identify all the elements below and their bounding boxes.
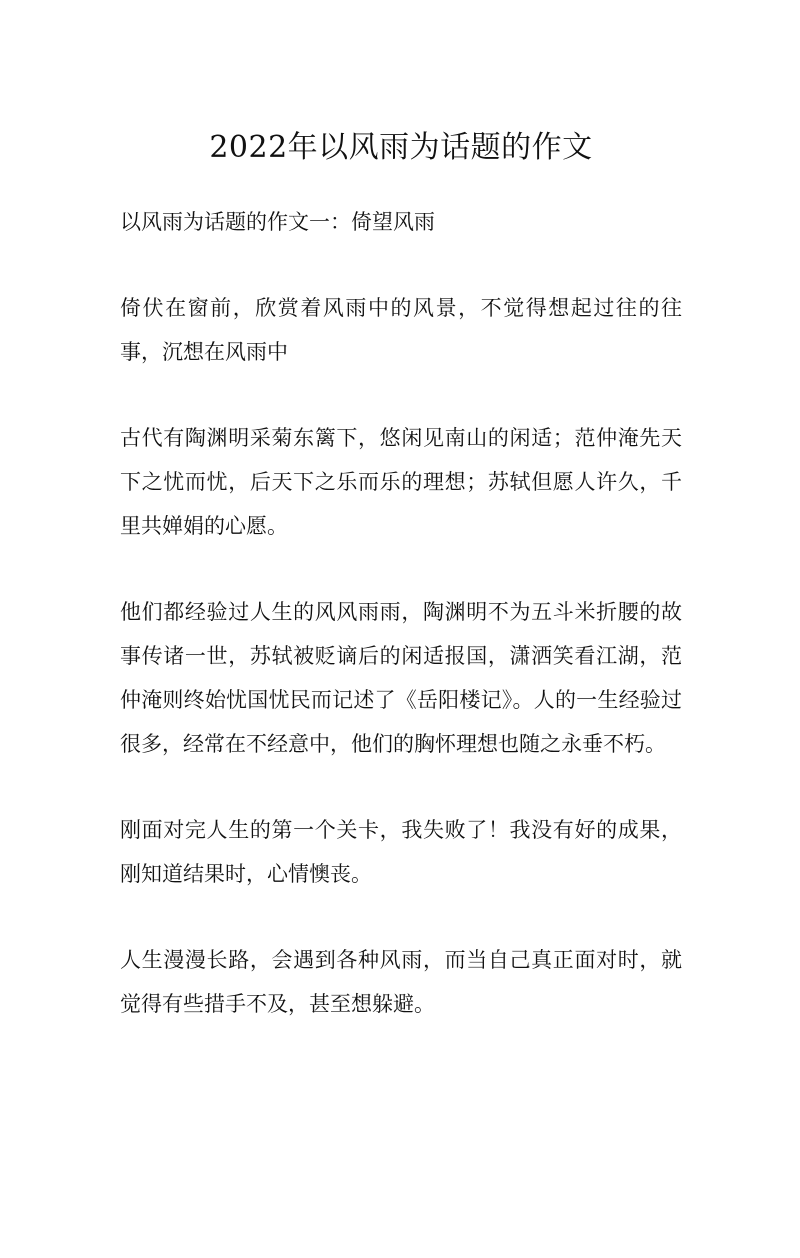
paragraph-5: 人生漫漫长路，会遇到各种风雨，而当自己真正面对时，就觉得有些措手不及，甚至想躲避。 <box>120 948 682 1016</box>
paragraph-1: 倚伏在窗前，欣赏着风雨中的风景，不觉得想起过往的往事，沉想在风雨中 <box>120 296 682 364</box>
paragraph-2: 古代有陶渊明采菊东篱下，悠闲见南山的闲适；范仲淹先天下之忧而忧，后天下之乐而乐的理想；苏轼但愿人许久，千里共婵娟的心愿。 <box>120 426 682 538</box>
paragraph-4: 刚面对完人生的第一个关卡，我失败了！我没有好的成果，刚知道结果时，心情懊丧。 <box>120 818 682 886</box>
document-page <box>0 126 800 1258</box>
document-title: 2022年以风雨为话题的作文 <box>209 130 593 165</box>
paragraph-3: 他们都经验过人生的风风雨雨，陶渊明不为五斗米折腰的故事传诸一世，苏轼被贬谪后的闲适报国，潇洒笑看江湖，范仲淹则终始忧国忧民而记述了《岳阳楼记》。人的一生经验过很多，经常在不经意中，他们的胸怀理想也随之永垂不朽。 <box>120 600 682 756</box>
essay-subtitle: 以风雨为话题的作文一：倚望风雨 <box>120 210 435 234</box>
